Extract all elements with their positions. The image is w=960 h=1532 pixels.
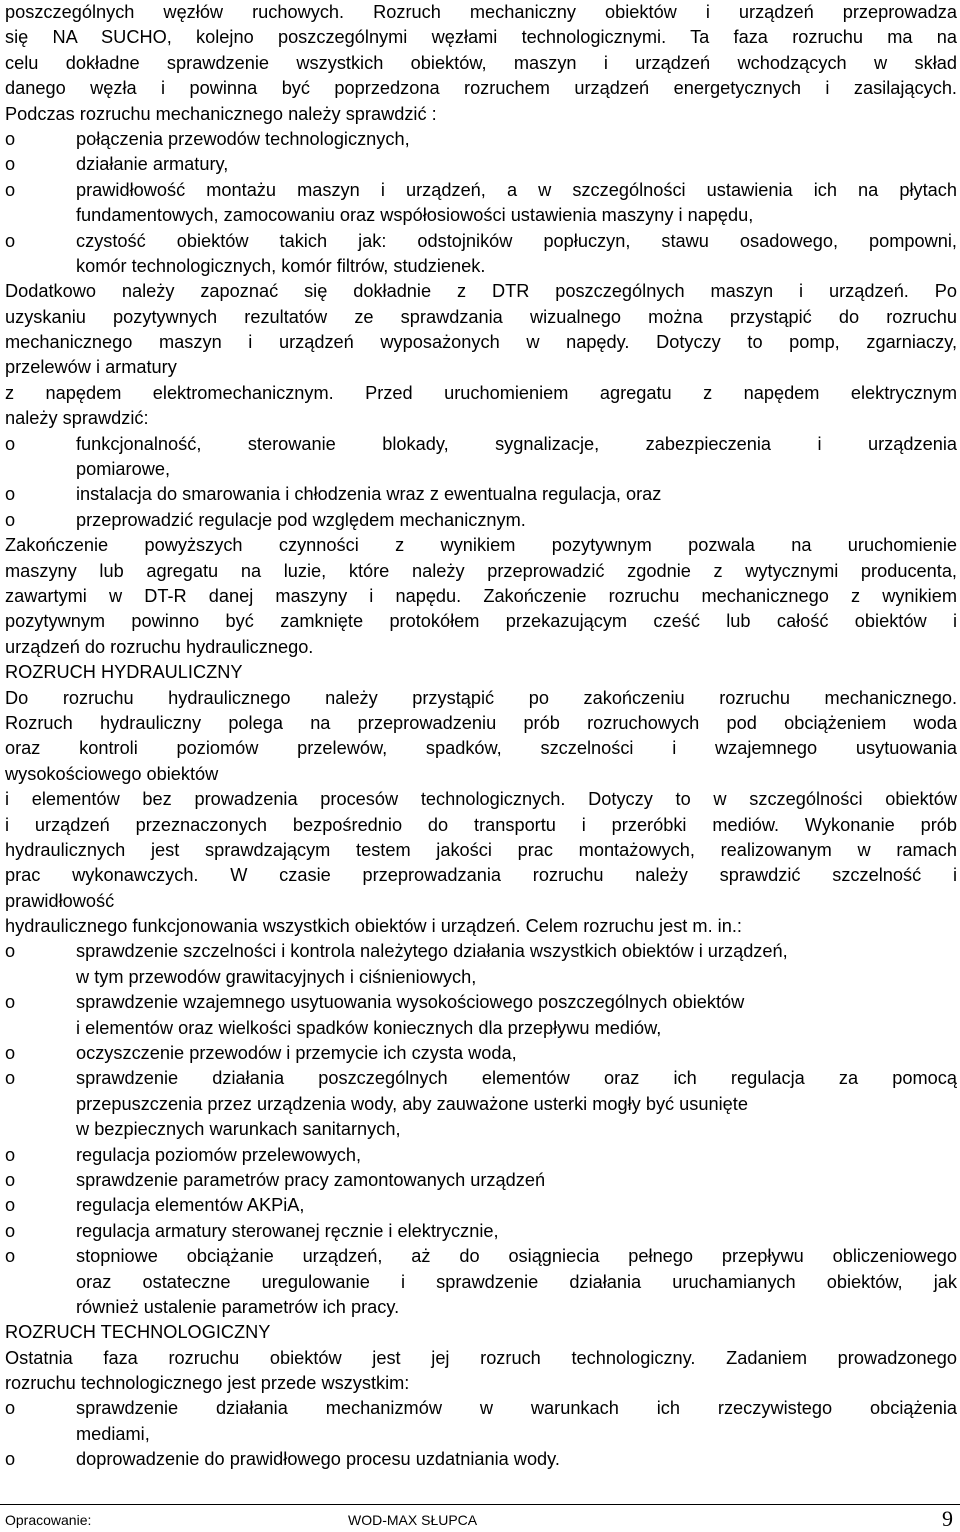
line-text: instalacja do smarowania i chłodzenia wraz z ewentualna regulacja, oraz xyxy=(76,484,662,505)
text-line xyxy=(5,838,957,863)
text-line xyxy=(5,1371,957,1396)
text-line xyxy=(5,102,957,127)
line-text: działanie armatury, xyxy=(76,154,229,175)
list-item xyxy=(5,1041,957,1066)
line-text: regulacja armatury sterowanej ręcznie i elektrycznie, xyxy=(76,1220,499,1241)
text-line xyxy=(5,533,957,558)
line-text: wysokościowego obiektów xyxy=(5,763,219,784)
text-line xyxy=(5,279,957,304)
bullet-marker: o xyxy=(5,941,16,962)
text-line xyxy=(5,660,957,685)
text-line xyxy=(5,330,957,355)
text-line xyxy=(5,1346,957,1371)
line-text: zawartymi w DT-R danej maszyny i napędu. Zakończenie rozruchu mechanicznego z wynikiem xyxy=(5,585,957,606)
line-text: mechanicznego maszyn i urządzeń wyposażonych w napędy. Dotyczy to pomp, zgarniaczy, xyxy=(5,332,957,353)
line-text: sprawdzenie parametrów pracy zamontowanych urządzeń xyxy=(76,1169,546,1190)
bullet-marker: o xyxy=(5,230,16,251)
line-text: sprawdzenie działania mechanizmów w warunkach ich rzeczywistego obciążenia xyxy=(76,1398,957,1419)
text-line xyxy=(5,406,957,431)
list-item-continuation xyxy=(5,254,957,279)
line-text: i elementów oraz wielkości spadków koniecznych dla przepływu mediów, xyxy=(76,1017,662,1038)
bullet-marker: o xyxy=(5,179,16,200)
line-text: ROZRUCH HYDRAULICZNY xyxy=(5,662,243,683)
line-text: hydraulicznego funkcjonowania wszystkich obiektów i urządzeń. Celem rozruchu jest m. in.: xyxy=(5,916,742,937)
line-text: oraz kontroli poziomów przelewów, spadków, szczelności i wzajemnego usytuowania xyxy=(5,738,957,759)
line-text: Do rozruchu hydraulicznego należy przystąpić po zakończeniu rozruchu mechanicznego. xyxy=(5,687,957,708)
list-item xyxy=(5,1143,957,1168)
list-item xyxy=(5,508,957,533)
list-item-continuation xyxy=(5,457,957,482)
line-text: i elementów bez prowadzenia procesów technologicznych. Dotyczy to w szczególności obiektów xyxy=(5,789,957,810)
bullet-marker: o xyxy=(5,1220,16,1241)
line-text: prawidłowość montażu maszyn i urządzeń, a w szczególności ustawienia ich na płytach xyxy=(76,179,957,200)
bullet-marker: o xyxy=(5,509,16,530)
text-line xyxy=(5,736,957,761)
text-line xyxy=(5,355,957,380)
line-text: oraz ostateczne uregulowanie i sprawdzenie działania uruchamianych obiektów, jak xyxy=(76,1271,957,1292)
list-item-continuation xyxy=(5,1016,957,1041)
text-line xyxy=(5,609,957,634)
list-item xyxy=(5,229,957,254)
bullet-marker: o xyxy=(5,992,16,1013)
line-text: Rozruch hydrauliczny polega na przeprowadzeniu prób rozruchowych pod obciążeniem woda xyxy=(5,712,957,733)
text-line xyxy=(5,889,957,914)
list-item xyxy=(5,432,957,457)
list-item-continuation xyxy=(5,1295,957,1320)
line-text: oczyszczenie przewodów i przemycie ich czysta woda, xyxy=(76,1043,517,1064)
line-text: fundamentowych, zamocowaniu oraz współosiowości ustawienia maszyny i napędu, xyxy=(76,205,754,226)
line-text: przeprowadzić regulacje pod względem mechanicznym. xyxy=(76,509,526,530)
footer-author-label: Opracowanie: xyxy=(5,1512,92,1528)
line-text: doprowadzenie do prawidłowego procesu uzdatniania wody. xyxy=(76,1449,560,1470)
line-text: Dodatkowo należy zapoznać się dokładnie z DTR poszczególnych maszyn i urządzeń. Po xyxy=(5,281,957,302)
list-item xyxy=(5,152,957,177)
bullet-marker: o xyxy=(5,1043,16,1064)
list-item xyxy=(5,1244,957,1269)
text-line xyxy=(5,686,957,711)
line-text: sprawdzenie działania poszczególnych elementów oraz ich regulacja za pomocą xyxy=(76,1068,957,1089)
line-text: urządzeń do rozruchu hydraulicznego. xyxy=(5,636,314,657)
list-item xyxy=(5,1066,957,1091)
line-text: danego węzła i powinna być poprzedzona rozruchem urządzeń energetycznych i zasilających. xyxy=(5,78,957,99)
line-text: ROZRUCH TECHNOLOGICZNY xyxy=(5,1322,271,1343)
list-item-continuation xyxy=(5,1270,957,1295)
line-text: prac wykonawczych. W czasie przeprowadzania rozruchu należy sprawdzić szczelność i xyxy=(5,865,957,886)
bullet-marker: o xyxy=(5,433,16,454)
text-line xyxy=(5,762,957,787)
list-item xyxy=(5,1193,957,1218)
line-text: w tym przewodów grawitacyjnych i ciśnieniowych, xyxy=(76,966,477,987)
line-text: sprawdzenie wzajemnego usytuowania wysokościowego poszczególnych obiektów xyxy=(76,992,745,1013)
footer-divider xyxy=(0,1504,960,1505)
line-text: również ustalenie parametrów ich pracy. xyxy=(76,1296,400,1317)
line-text: regulacja poziomów przelewowych, xyxy=(76,1144,362,1165)
line-text: stopniowe obciążanie urządzeń, aż do osiągniecia pełnego przepływu obliczeniowego xyxy=(76,1246,957,1267)
bullet-marker: o xyxy=(5,128,16,149)
bullet-marker: o xyxy=(5,1144,16,1165)
text-line xyxy=(5,76,957,101)
line-text: mediami, xyxy=(76,1423,150,1444)
list-item xyxy=(5,1168,957,1193)
line-text: hydraulicznych jest sprawdzającym testem jakości prac montażowych, realizowanym w ramach xyxy=(5,839,957,860)
line-text: połączenia przewodów technologicznych, xyxy=(76,128,410,149)
line-text: należy sprawdzić: xyxy=(5,408,149,429)
line-text: rozruchu technologicznego jest przede wszystkim: xyxy=(5,1373,410,1394)
line-text: Ostatnia faza rozruchu obiektów jest jej rozruch technologiczny. Zadaniem prowadzonego xyxy=(5,1347,957,1368)
text-line xyxy=(5,559,957,584)
list-item xyxy=(5,1396,957,1421)
text-line xyxy=(5,0,957,25)
bullet-marker: o xyxy=(5,1246,16,1267)
text-line xyxy=(5,584,957,609)
line-text: regulacja elementów AKPiA, xyxy=(76,1195,305,1216)
text-line xyxy=(5,1320,957,1345)
line-text: prawidłowość xyxy=(5,890,115,911)
text-line xyxy=(5,863,957,888)
line-text: Zakończenie powyższych czynności z wynikiem pozytywnym pozwala na uruchomienie xyxy=(5,535,957,556)
bullet-marker: o xyxy=(5,1195,16,1216)
list-item-continuation xyxy=(5,1092,957,1117)
line-text: z napędem elektromechanicznym. Przed uruchomieniem agregatu z napędem elektrycznym xyxy=(5,382,957,403)
line-text: przepuszczenia przez urządzenia wody, aby zauważone usterki mogły być usunięte xyxy=(76,1093,748,1114)
document-body xyxy=(5,0,957,1473)
list-item-continuation xyxy=(5,1422,957,1447)
list-item xyxy=(5,127,957,152)
text-line xyxy=(5,381,957,406)
list-item-continuation xyxy=(5,1117,957,1142)
bullet-marker: o xyxy=(5,154,16,175)
text-line xyxy=(5,51,957,76)
line-text: się NA SUCHO, kolejno poszczególnymi węzłami technologicznymi. Ta faza rozruchu ma na xyxy=(5,27,957,48)
text-line xyxy=(5,914,957,939)
page-footer xyxy=(0,1504,960,1530)
list-item-continuation xyxy=(5,203,957,228)
text-line xyxy=(5,25,957,50)
line-text: poszczególnych węzłów ruchowych. Rozruch mechaniczny obiektów i urządzeń przeprowadza xyxy=(5,2,957,22)
footer-company: WOD-MAX SŁUPCA xyxy=(348,1512,478,1528)
page-number: 9 xyxy=(942,1506,953,1531)
list-item xyxy=(5,939,957,964)
list-item xyxy=(5,1219,957,1244)
line-text: komór technologicznych, komór filtrów, studzienek. xyxy=(76,255,486,276)
list-item xyxy=(5,178,957,203)
text-line xyxy=(5,813,957,838)
line-text: Podczas rozruchu mechanicznego należy sprawdzić : xyxy=(5,103,437,124)
line-text: przelewów i armatury xyxy=(5,357,177,378)
bullet-marker: o xyxy=(5,1449,16,1470)
bullet-marker: o xyxy=(5,1398,16,1419)
text-line xyxy=(5,635,957,660)
line-text: funkcjonalność, sterowanie blokady, sygnalizacje, zabezpieczenia i urządzenia xyxy=(76,433,957,454)
text-line xyxy=(5,787,957,812)
list-item xyxy=(5,482,957,507)
text-line xyxy=(5,711,957,736)
line-text: pozytywnym powinno być zamknięte protokółem przekazującym cześć lub całość obiektów i xyxy=(5,611,957,632)
line-text: i urządzeń przeznaczonych bezpośrednio do transportu i przeróbki mediów. Wykonanie prób xyxy=(5,814,957,835)
line-text: w bezpiecznych warunkach sanitarnych, xyxy=(76,1119,401,1140)
line-text: celu dokładne sprawdzenie wszystkich obiektów, maszyn i urządzeń wchodzących w skład xyxy=(5,52,957,73)
line-text: pomiarowe, xyxy=(76,459,171,480)
bullet-marker: o xyxy=(5,1169,16,1190)
bullet-marker: o xyxy=(5,1068,16,1089)
text-line xyxy=(5,305,957,330)
list-item xyxy=(5,990,957,1015)
list-item xyxy=(5,1447,957,1472)
line-text: uzyskaniu pozytywnych rezultatów ze sprawdzania wizualnego można przystąpić do rozruchu xyxy=(5,306,957,327)
list-item-continuation xyxy=(5,965,957,990)
bullet-marker: o xyxy=(5,484,16,505)
line-text: maszyny lub agregatu na luzie, które należy przeprowadzić zgodnie z wytycznymi producenta, xyxy=(5,560,957,581)
line-text: czystość obiektów takich jak: odstojników popłuczyn, stawu osadowego, pompowni, xyxy=(76,230,957,251)
line-text: sprawdzenie szczelności i kontrola należytego działania wszystkich obiektów i urządzeń, xyxy=(76,941,788,962)
